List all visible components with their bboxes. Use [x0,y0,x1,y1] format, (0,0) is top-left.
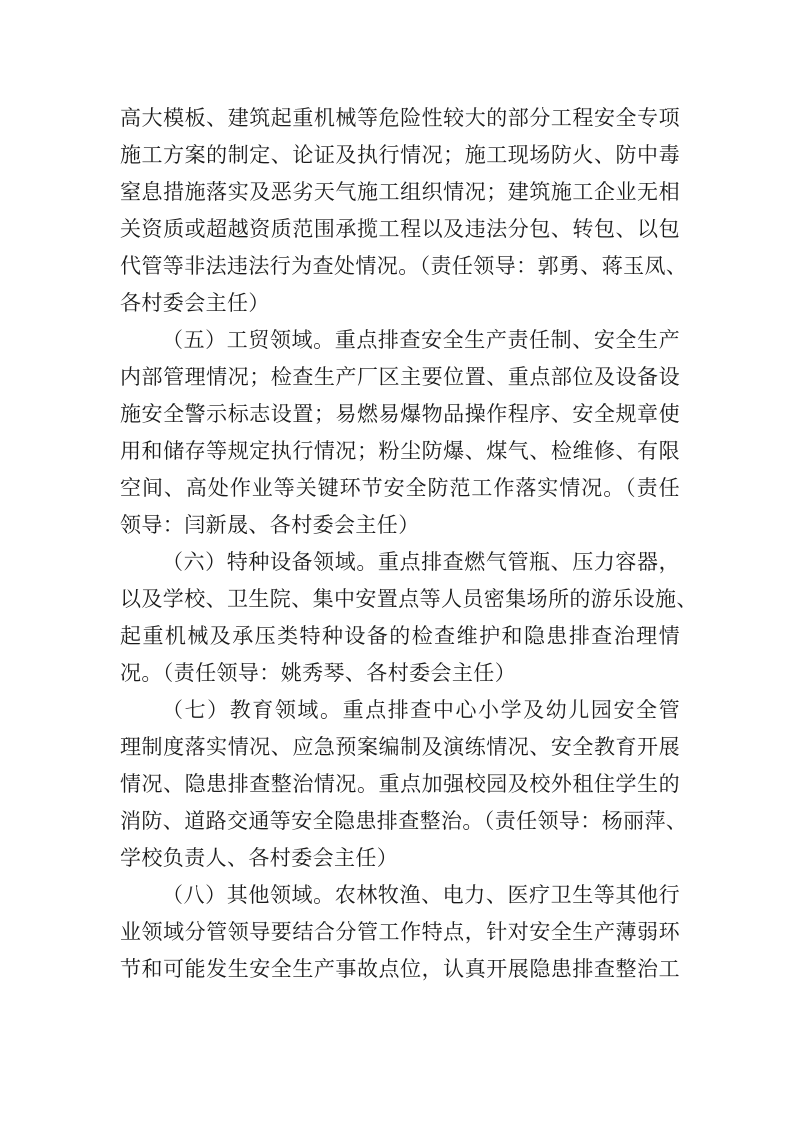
text-line: （六）特种设备领域。重点排查燃气管瓶、压力容器， [162,550,680,574]
text-line: （五）工贸领域。重点排查安全生产责任制、安全生产 [162,328,680,352]
text-line: 内部管理情况；检查生产厂区主要位置、重点部位及设备设 [120,365,680,389]
text-line: 理制度落实情况、应急预案编制及演练情况、安全教育开展 [120,735,680,759]
text-line: 以及学校、卫生院、集中安置点等人员密集场所的游乐设施、 [120,587,698,611]
text-line: 用和储存等规定执行情况；粉尘防爆、煤气、检维修、有限 [120,439,680,463]
text-line: 起重机械及承压类特种设备的检查维护和隐患排查治理情 [120,624,680,648]
paragraph-special-equipment [120,544,698,692]
paragraph-education [120,692,688,877]
text-line: 代管等非法违法行为查处情况。（责任领导：郭勇、蒋玉凤、 [120,254,688,278]
text-line: 情况、隐患排查整治情况。重点加强校园及校外租住学生的 [120,772,680,796]
document-body [120,100,698,988]
paragraph-industry-trade [120,322,680,544]
paragraph-other-fields [120,877,680,988]
text-line: 节和可能发生安全生产事故点位，认真开展隐患排查整治工 [120,957,680,981]
text-line: 关资质或超越资质范围承揽工程以及违法分包、转包、以包 [120,217,680,241]
text-line: （八）其他领域。农林牧渔、电力、医疗卫生等其他行 [162,883,680,907]
text-line: 况。（责任领导：姚秀琴、各村委会主任） [120,661,517,685]
text-line: 学校负责人、各村委会主任） [120,846,399,870]
text-line: 空间、高处作业等关键环节安全防范工作落实情况。（责任 [120,476,680,500]
paragraph-construction-continued [120,100,688,322]
text-line: 高大模板、建筑起重机械等危险性较大的部分工程安全专项 [120,106,680,130]
text-line: 消防、道路交通等安全隐患排查整治。（责任领导：杨丽萍、 [120,809,688,833]
text-line: 领导：闫新晟、各村委会主任） [120,513,420,537]
text-line: 窒息措施落实及恶劣天气施工组织情况；建筑施工企业无相 [120,180,680,204]
text-line: 施工方案的制定、论证及执行情况；施工现场防火、防中毒 [120,143,680,167]
text-line: 业领域分管领导要结合分管工作特点，针对安全生产薄弱环 [120,920,680,944]
text-line: 各村委会主任） [120,291,270,315]
text-line: （七）教育领域。重点排查中心小学及幼儿园安全管 [162,698,680,722]
text-line: 施安全警示标志设置；易燃易爆物品操作程序、安全规章使 [120,402,680,426]
